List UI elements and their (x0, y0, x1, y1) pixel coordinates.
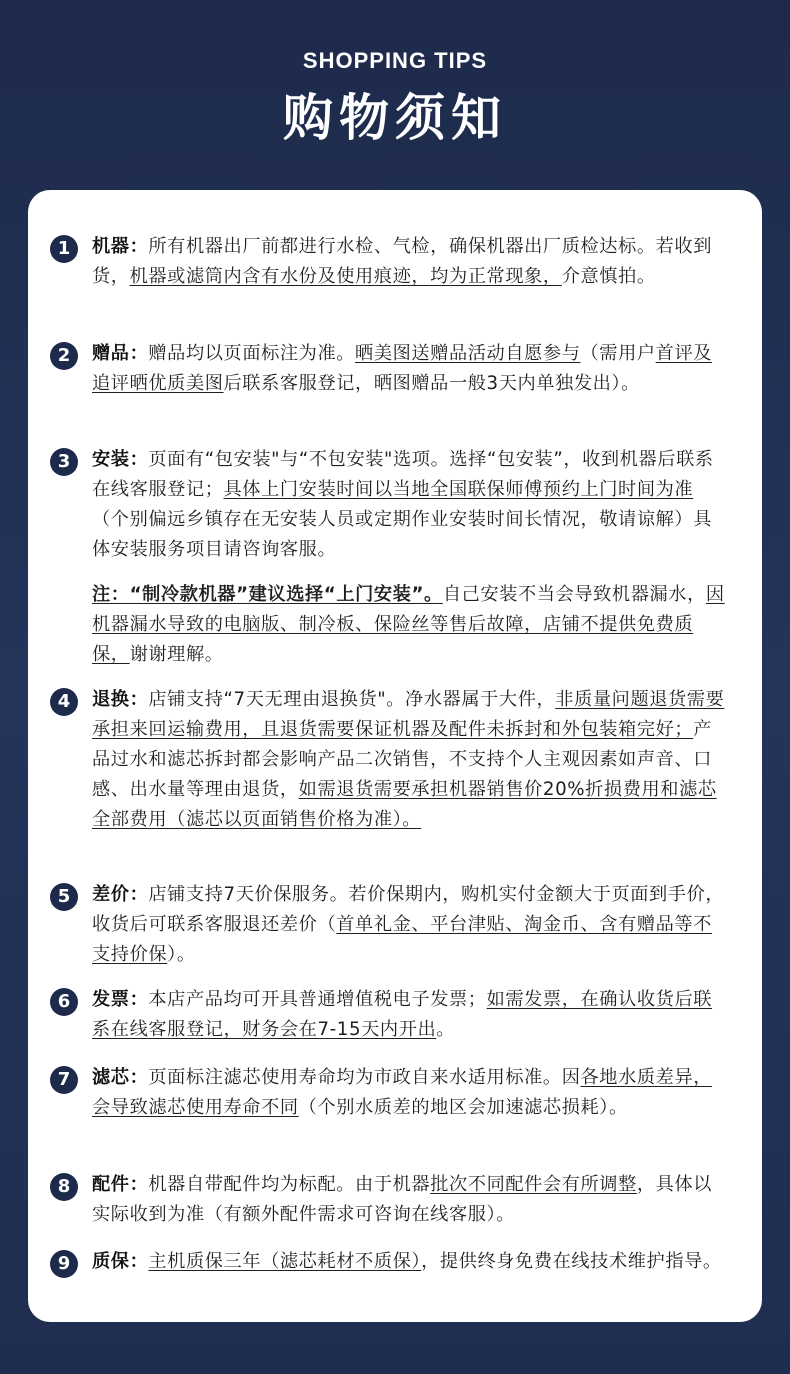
tip-segment: 介意慎拍。 (561, 266, 656, 287)
number-badge: 7 (50, 1066, 78, 1094)
tip-segment-underlined: 批次不同配件会有所调整 (430, 1174, 637, 1195)
tip-segment-underlined: 首评及追评晒优质美图 (92, 343, 713, 394)
tip-label: 质保： (92, 1251, 149, 1272)
tip-label: 滤芯： (92, 1067, 149, 1088)
number-badge: 8 (50, 1173, 78, 1201)
tip-segment: （个别偏远乡镇存在无安装人员或定期作业安装时间长情况，敬请谅解）具体安装服务项目请咨询客服。 (92, 509, 712, 560)
number-badge: 2 (50, 342, 78, 370)
tip-segment: 产品过水和滤芯拆封都会影响产品二次销售，不支持个人主观因素如声音、口感、出水量等理由退货， (92, 719, 712, 800)
tip-segment: 店铺支持“7天无理由退换货"。净水器属于大件， (148, 689, 556, 710)
note-text (92, 580, 730, 670)
tip-segment: 机器自带配件均为标配。由于机器 (148, 1174, 431, 1195)
note-highlight: 注：“制冷款机器”建议选择“上门安装”。 (92, 584, 443, 605)
number-badge: 3 (50, 448, 78, 476)
tip-segment-underlined: 各地水质差异，会导致滤芯使用寿命不同 (92, 1067, 713, 1118)
tip-segment-underlined: 具体上门安装时间以当地全国联保师傅预约上门时间为准 (223, 479, 694, 500)
tip-segment: 。 (436, 1019, 456, 1040)
tip-item-2 (50, 339, 730, 399)
number-badge: 9 (50, 1250, 78, 1278)
install-note (50, 580, 730, 670)
tip-item-5 (50, 880, 730, 970)
tip-label: 配件： (92, 1174, 149, 1195)
tip-text (92, 985, 730, 1045)
tip-segment: 本店产品均可开具普通增值税电子发票； (148, 989, 487, 1010)
tip-segment-underlined: 如需发票，在确认收货后联系在线客服登记，财务会在7-15天内开出 (92, 989, 713, 1040)
tip-segment-underlined: 首单礼金、平台津贴、淘金币、含有赠品等不支持价保 (92, 914, 713, 965)
tip-text (92, 1170, 730, 1230)
tip-text (92, 685, 730, 835)
tip-segment: （个别水质差的地区会加速滤芯损耗）。 (298, 1097, 628, 1118)
tip-item-1 (50, 232, 730, 292)
number-badge: 4 (50, 688, 78, 716)
tip-label: 赠品： (92, 343, 149, 364)
number-badge: 5 (50, 883, 78, 911)
tip-text (92, 445, 730, 565)
tip-segment: 谢谢理解。 (129, 644, 224, 665)
tip-segment-underlined: 机器或滤筒内含有水份及使用痕迹，均为正常现象， (129, 266, 562, 287)
tip-segment-underlined: 非质量问题退货需要承担来回运输费用，且退货需要保证机器及配件未拆封和外包装箱完好； (92, 689, 725, 740)
header-subtitle: SHOPPING TIPS (302, 48, 488, 73)
tip-text (92, 1063, 730, 1123)
page-title: 购物须知 (283, 89, 507, 147)
tip-label: 差价： (92, 884, 149, 905)
number-badge: 6 (50, 988, 78, 1016)
tip-item-7 (50, 1063, 730, 1123)
header (0, 0, 790, 190)
tip-segment: 店铺支持7天价保服务。若价保期内，购机实付金额大于页面到手价，收货后可联系客服退还差价（ (92, 884, 725, 935)
tip-segment-underlined: 主机质保三年（滤芯耗材不质保） (148, 1251, 422, 1272)
tip-segment: 后联系客服登记，晒图赠品一般3天内单独发出）。 (223, 373, 640, 394)
tip-segment-underlined: 如需退货需要承担机器销售价20%折损费用和滤芯全部费用（滤芯以页面销售价格为准）。 (92, 779, 717, 830)
tip-segment: 页面有“包安装"与“不包安装"选项。选择“包安装”，收到机器后联系在线客服登记； (92, 449, 714, 500)
tip-item-6 (50, 985, 730, 1045)
tips-card (28, 190, 762, 1322)
tip-text (92, 232, 730, 292)
tip-item-4 (50, 685, 730, 835)
tip-segment: 页面标注滤芯使用寿命均为市政自来水适用标准。因 (148, 1067, 581, 1088)
tip-segment: ，提供终身免费在线技术维护指导。 (421, 1251, 722, 1272)
tip-label: 安装： (92, 449, 149, 470)
tip-label: 退换： (92, 689, 149, 710)
tip-segment: ）。 (167, 944, 196, 965)
tip-segment: 赠品均以页面标注为准。 (148, 343, 356, 364)
tip-text (92, 339, 730, 399)
tip-item-8 (50, 1170, 730, 1230)
tip-item-3 (50, 445, 730, 565)
tip-item-9 (50, 1247, 730, 1277)
tip-segment: 所有机器出厂前都进行水检、气检，确保机器出厂质检达标。若收到货， (92, 236, 713, 287)
tip-segment: （需用户 (580, 343, 656, 364)
tip-label: 发票： (92, 989, 149, 1010)
tip-text (92, 880, 730, 970)
tip-segment-underlined: 晒美图送赠品活动自愿参与 (355, 343, 581, 364)
number-badge: 1 (50, 235, 78, 263)
tip-text (92, 1247, 730, 1277)
tip-label: 机器： (92, 236, 149, 257)
tip-segment-underlined: 因机器漏水导致的电脑版、制冷板、保险丝等售后故障，店铺不提供免费质保， (92, 584, 725, 665)
tip-segment: 自己安装不当会导致机器漏水， (442, 584, 706, 605)
tip-segment: ，具体以实际收到为准（有额外配件需求可咨询在线客服）。 (92, 1174, 713, 1225)
